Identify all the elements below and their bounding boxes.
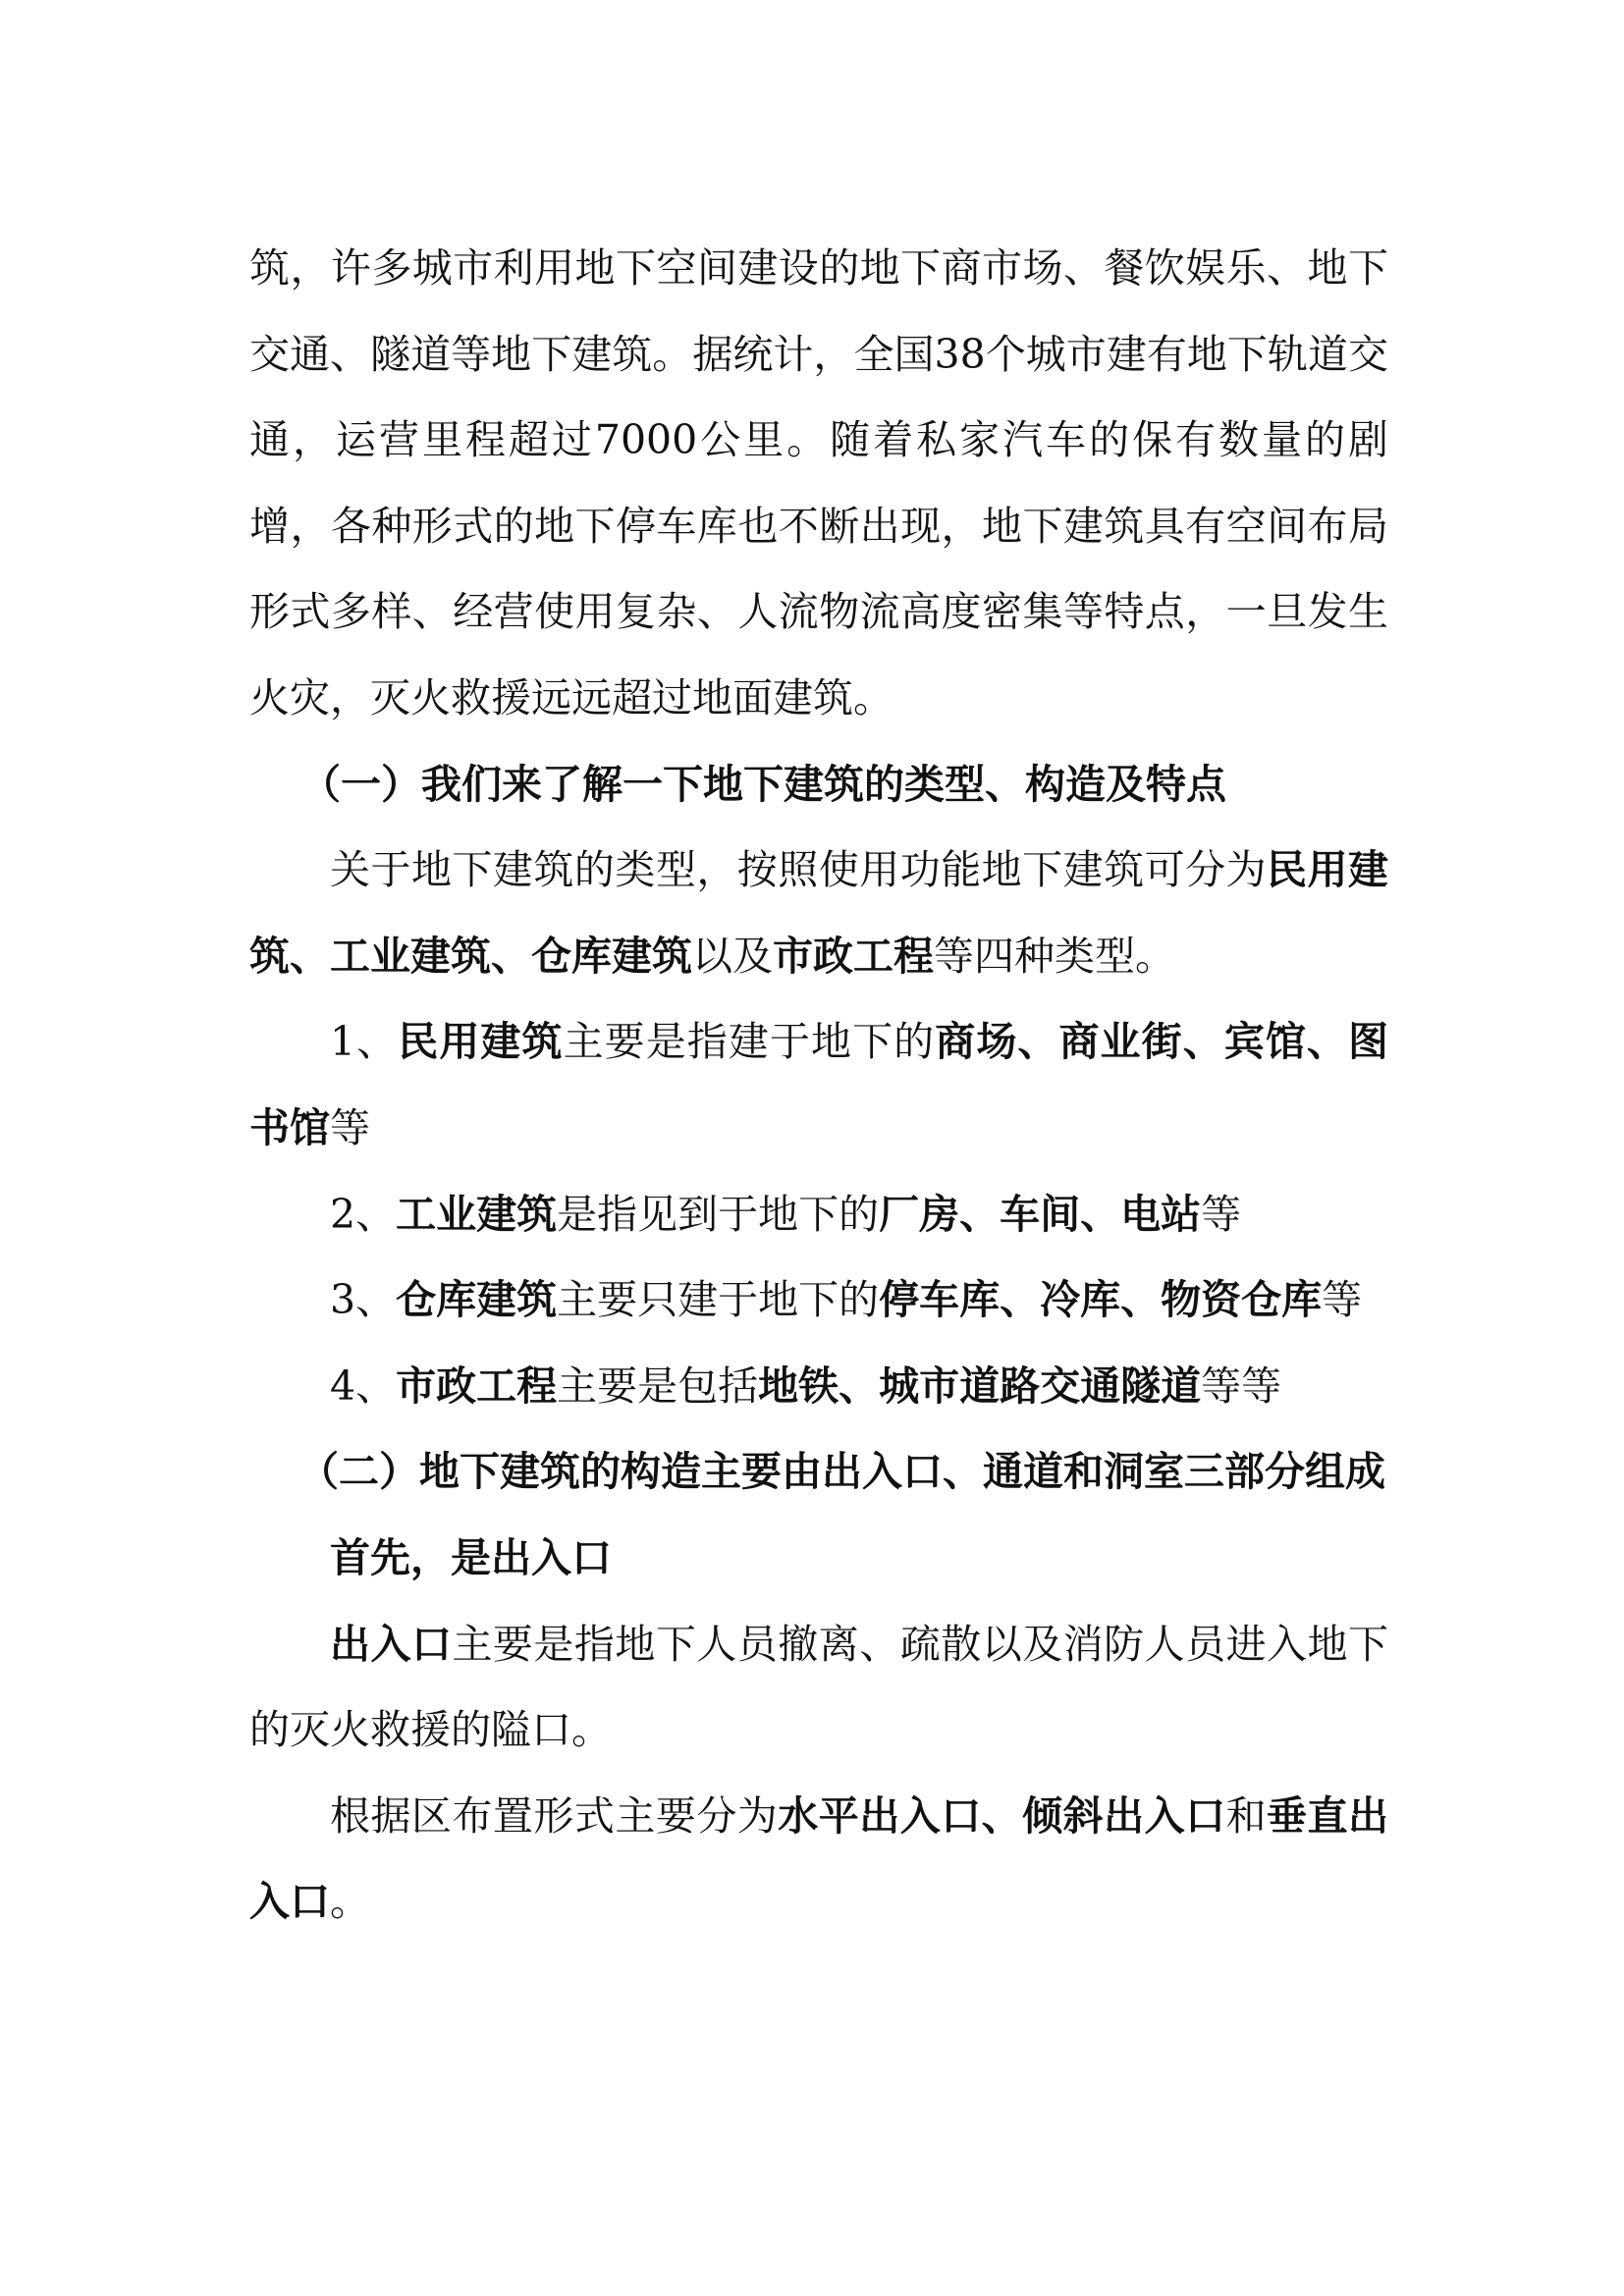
paragraph-types [249, 828, 1388, 999]
list-item-industrial-text-2: 等 [1201, 1190, 1242, 1238]
list-item-industrial [249, 1172, 1388, 1258]
list-item-municipal [249, 1344, 1388, 1430]
list-item-civil-number: 1、 [330, 1018, 399, 1066]
paragraph-intro [249, 226, 1388, 742]
paragraph-types-text-3: 等四种类型。 [934, 932, 1175, 980]
paragraph-types-bold-1: 民用建筑、工业建筑、仓库建筑 [249, 846, 1389, 980]
list-item-industrial-bold-2: 厂房、车间、电站 [879, 1190, 1202, 1238]
paragraph-forms-text-1: 根据区布置形式主要分为 [330, 1791, 779, 1840]
paragraph-types-text-1: 关于地下建筑的类型，按照使用功能地下建筑可分为 [330, 846, 1268, 894]
subheading-entrance [249, 1516, 1388, 1602]
section-heading-types-text: （一）我们来了解一下地下建筑的类型、构造及特点 [300, 760, 1226, 808]
list-item-warehouse-text-2: 等 [1322, 1276, 1363, 1324]
paragraph-types-text-2: 以及 [692, 932, 773, 980]
list-item-warehouse-text-1: 主要只建于地下的 [557, 1276, 880, 1324]
section-heading-types [249, 742, 1388, 828]
list-item-warehouse [249, 1257, 1388, 1344]
section-heading-structure-text: （二）地下建筑的构造主要由出入口、通道和洞室三部分组成 [298, 1448, 1385, 1496]
paragraph-types-bold-2: 市政工程 [773, 932, 934, 980]
list-item-industrial-number: 2、 [330, 1190, 397, 1238]
list-item-civil-bold-2: 商场、商业街、宾馆、图书馆 [249, 1018, 1389, 1151]
paragraph-entrance-bold: 出入口 [330, 1620, 453, 1668]
list-item-industrial-text-1: 是指见到于地下的 [557, 1190, 880, 1238]
paragraph-forms-text-2: 和 [1225, 1791, 1268, 1840]
list-item-industrial-bold-1: 工业建筑 [396, 1190, 558, 1238]
list-item-municipal-text-1: 主要是包括 [557, 1362, 759, 1410]
list-item-warehouse-bold-2: 停车库、冷库、物资仓库 [879, 1276, 1323, 1324]
list-item-civil [249, 999, 1388, 1171]
paragraph-forms-bold-1: 水平出入口、倾斜出入口 [778, 1791, 1226, 1840]
section-heading-structure [249, 1429, 1388, 1516]
paragraph-entrance-forms [249, 1774, 1388, 1946]
list-item-municipal-bold-1: 市政工程 [396, 1362, 558, 1410]
list-item-municipal-number: 4、 [330, 1362, 397, 1410]
paragraph-forms-text-3: 。 [330, 1878, 370, 1926]
subheading-entrance-text: 首先，是出入口 [330, 1533, 612, 1581]
paragraph-forms-bold-2: 垂直出入口 [249, 1791, 1389, 1926]
list-item-civil-text-1: 主要是指建于地下的 [563, 1018, 936, 1066]
list-item-municipal-text-2: 等等 [1201, 1362, 1282, 1410]
list-item-civil-text-2: 等 [330, 1103, 370, 1151]
list-item-warehouse-bold-1: 仓库建筑 [396, 1276, 558, 1324]
list-item-warehouse-number: 3、 [330, 1276, 397, 1324]
document-body [249, 226, 1388, 1946]
paragraph-entrance-text: 主要是指地下人员撤离、疏散以及消防人员进入地下的灭火救援的隘口。 [249, 1620, 1389, 1754]
paragraph-intro-text: 筑，许多城市利用地下空间建设的地下商市场、餐饮娱乐、地下交通、隧道等地下建筑。据统计，全国38个城市建有地下轨道交通，运营里程超过7000公里。随着私家汽车的保有数量的剧增，各种形式的地下停车库也不断出现，地下建筑具有空间布局形式多样、经营使用复杂、人流物流高度密集等特点，一旦发生火灾，灭火救援远远超过地面建筑。 [249, 244, 1388, 721]
list-item-civil-bold-1: 民用建筑 [398, 1018, 564, 1066]
paragraph-entrance-definition [249, 1602, 1388, 1774]
list-item-municipal-bold-2: 地铁、城市道路交通隧道 [758, 1362, 1202, 1410]
